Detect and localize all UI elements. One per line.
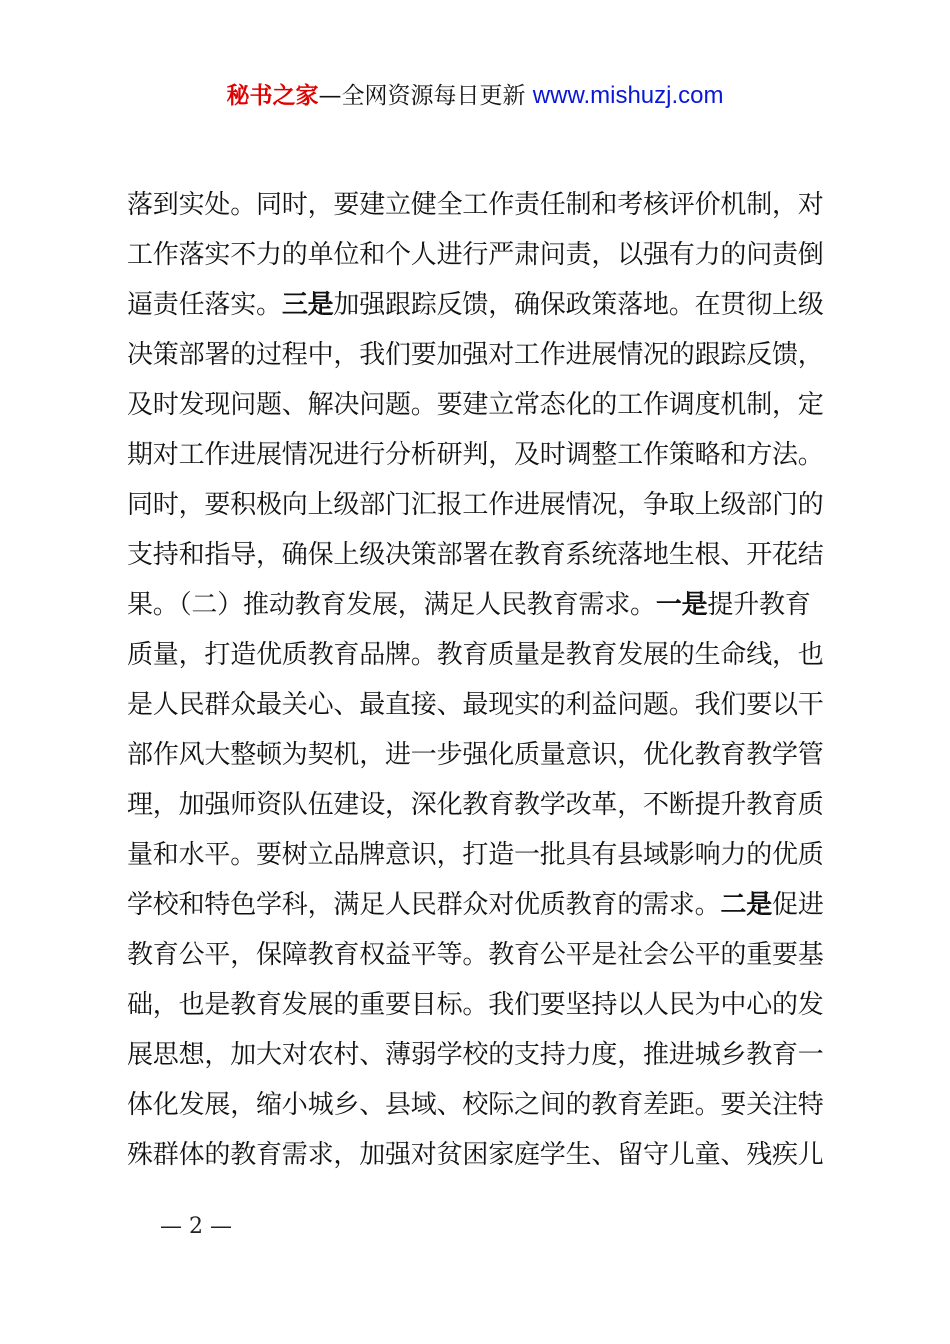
text-line bbox=[127, 230, 831, 280]
text-segment: 决策部署的过程中，我们要加强对工作进展情况的跟踪反馈， bbox=[127, 340, 824, 370]
text-segment: 工作落实不力的单位和个人进行严肃问责，以强有力的问责倒 bbox=[127, 240, 824, 270]
text-segment: 量和水平。要树立品牌意识，打造一批具有县域影响力的优质 bbox=[127, 840, 824, 870]
text-segment: 同时，要积极向上级部门汇报工作进展情况，争取上级部门的 bbox=[127, 490, 824, 520]
bold-marker: 一是 bbox=[655, 590, 708, 620]
text-line bbox=[127, 780, 831, 830]
text-segment: 学校和特色学科，满足人民群众对优质教育的需求。 bbox=[127, 890, 721, 920]
text-segment: 逼责任落实。 bbox=[127, 290, 282, 320]
text-line bbox=[127, 530, 831, 580]
page-number: — 2 — bbox=[160, 1214, 232, 1239]
text-line bbox=[127, 430, 831, 480]
text-line bbox=[127, 1080, 831, 1130]
text-line bbox=[127, 180, 831, 230]
bold-marker: 三是 bbox=[281, 290, 334, 320]
text-segment: 质量，打造优质教育品牌。教育质量是教育发展的生命线，也 bbox=[127, 640, 824, 670]
text-line bbox=[127, 730, 831, 780]
text-segment: 教育公平，保障教育权益平等。教育公平是社会公平的重要基 bbox=[127, 940, 824, 970]
document-body bbox=[127, 180, 831, 1180]
text-line bbox=[127, 380, 831, 430]
text-line bbox=[127, 930, 831, 980]
text-segment: 殊群体的教育需求，加强对贫困家庭学生、留守儿童、残疾儿 bbox=[127, 1140, 824, 1170]
text-segment: 础，也是教育发展的重要目标。我们要坚持以人民为中心的发 bbox=[127, 990, 824, 1020]
text-line bbox=[127, 980, 831, 1030]
text-segment: 体化发展，缩小城乡、县域、校际之间的教育差距。要关注特 bbox=[127, 1090, 824, 1120]
text-line bbox=[127, 280, 831, 330]
text-line bbox=[127, 1030, 831, 1080]
text-line bbox=[127, 480, 831, 530]
brand-name: 秘书之家 bbox=[226, 83, 319, 109]
text-segment: 部作风大整顿为契机，进一步强化质量意识，优化教育教学管 bbox=[127, 740, 824, 770]
text-segment: 展思想，加大对农村、薄弱学校的支持力度，推进城乡教育一 bbox=[127, 1040, 824, 1070]
text-segment: 理，加强师资队伍建设，深化教育教学改革，不断提升教育质 bbox=[127, 790, 824, 820]
text-segment: 果。（二）推动教育发展，满足人民教育需求。 bbox=[127, 590, 656, 620]
text-segment: 促进 bbox=[772, 890, 824, 920]
text-line bbox=[127, 630, 831, 680]
text-line bbox=[127, 680, 831, 730]
text-line bbox=[127, 880, 831, 930]
site-url[interactable]: www.mishuzj.com bbox=[532, 82, 724, 109]
text-segment: 期对工作进展情况进行分析研判，及时调整工作策略和方法。 bbox=[127, 440, 824, 470]
header-tagline: —全网资源每日更新 bbox=[318, 83, 526, 109]
text-line bbox=[127, 830, 831, 880]
text-segment: 及时发现问题、解决问题。要建立常态化的工作调度机制，定 bbox=[127, 390, 824, 420]
bold-marker: 二是 bbox=[720, 890, 773, 920]
text-line bbox=[127, 330, 831, 380]
text-segment: 是人民群众最关心、最直接、最现实的利益问题。我们要以干 bbox=[127, 690, 824, 720]
text-segment: 加强跟踪反馈，确保政策落地。在贯彻上级 bbox=[333, 290, 824, 320]
site-header bbox=[0, 80, 950, 112]
text-segment: 提升教育 bbox=[707, 590, 811, 620]
text-line bbox=[127, 1130, 831, 1180]
text-segment: 落到实处。同时，要建立健全工作责任制和考核评价机制，对 bbox=[127, 190, 824, 220]
text-line bbox=[127, 580, 831, 630]
text-segment: 支持和指导，确保上级决策部署在教育系统落地生根、开花结 bbox=[127, 540, 824, 570]
